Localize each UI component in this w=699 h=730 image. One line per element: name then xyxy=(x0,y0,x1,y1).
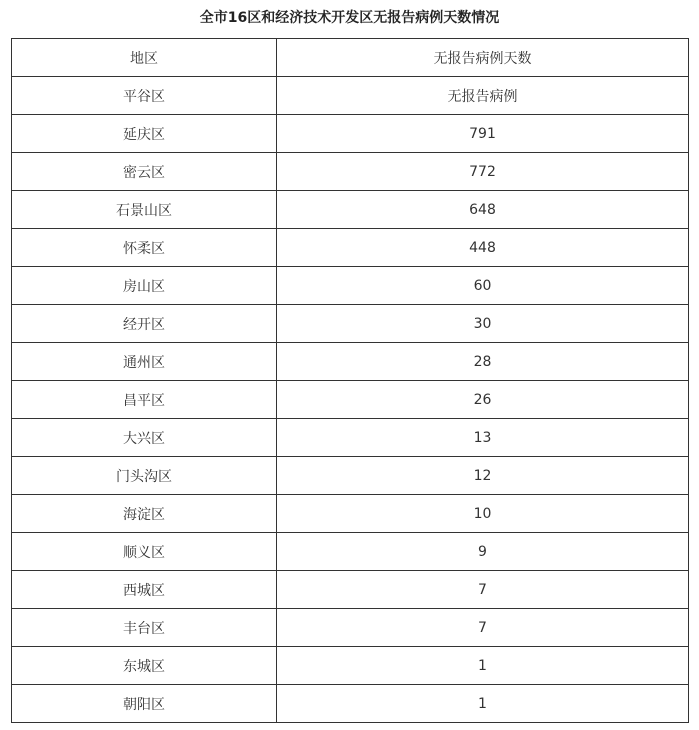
table-row xyxy=(12,457,689,495)
days-cell: 无报告病例 xyxy=(277,77,689,115)
district-cell: 大兴区 xyxy=(12,419,277,457)
table-row xyxy=(12,305,689,343)
page-title: 全市16区和经济技术开发区无报告病例天数情况 xyxy=(199,10,500,26)
days-cell: 13 xyxy=(277,419,689,457)
table-row xyxy=(12,495,689,533)
district-cell: 经开区 xyxy=(12,305,277,343)
district-cell: 顺义区 xyxy=(12,533,277,571)
table-row xyxy=(12,343,689,381)
days-cell: 28 xyxy=(277,343,689,381)
days-cell: 30 xyxy=(277,305,689,343)
district-cell: 平谷区 xyxy=(12,77,277,115)
district-cell: 朝阳区 xyxy=(12,685,277,723)
table-row xyxy=(12,381,689,419)
table-row xyxy=(12,153,689,191)
table-row xyxy=(12,191,689,229)
column-header-district: 地区 xyxy=(12,39,277,77)
table-row xyxy=(12,115,689,153)
days-cell: 12 xyxy=(277,457,689,495)
table-row xyxy=(12,229,689,267)
district-cell: 怀柔区 xyxy=(12,229,277,267)
table-header-row xyxy=(12,39,689,77)
table-row xyxy=(12,77,689,115)
district-cell: 海淀区 xyxy=(12,495,277,533)
days-cell: 60 xyxy=(277,267,689,305)
district-cell: 延庆区 xyxy=(12,115,277,153)
days-cell: 10 xyxy=(277,495,689,533)
district-cell: 通州区 xyxy=(12,343,277,381)
district-cell: 房山区 xyxy=(12,267,277,305)
days-cell: 7 xyxy=(277,571,689,609)
district-cell: 石景山区 xyxy=(12,191,277,229)
days-cell: 448 xyxy=(277,229,689,267)
days-cell: 1 xyxy=(277,685,689,723)
table-row xyxy=(12,571,689,609)
days-cell: 772 xyxy=(277,153,689,191)
days-cell: 9 xyxy=(277,533,689,571)
district-cell: 密云区 xyxy=(12,153,277,191)
district-cell: 西城区 xyxy=(12,571,277,609)
data-table xyxy=(11,38,689,723)
days-cell: 1 xyxy=(277,647,689,685)
table-row xyxy=(12,609,689,647)
district-cell: 门头沟区 xyxy=(12,457,277,495)
table-row xyxy=(12,533,689,571)
days-cell: 648 xyxy=(277,191,689,229)
district-cell: 丰台区 xyxy=(12,609,277,647)
district-cell: 昌平区 xyxy=(12,381,277,419)
days-cell: 791 xyxy=(277,115,689,153)
table-row xyxy=(12,647,689,685)
table-row xyxy=(12,419,689,457)
table-row xyxy=(12,685,689,723)
column-header-days: 无报告病例天数 xyxy=(277,39,689,77)
days-cell: 7 xyxy=(277,609,689,647)
table-row xyxy=(12,267,689,305)
district-cell: 东城区 xyxy=(12,647,277,685)
days-cell: 26 xyxy=(277,381,689,419)
